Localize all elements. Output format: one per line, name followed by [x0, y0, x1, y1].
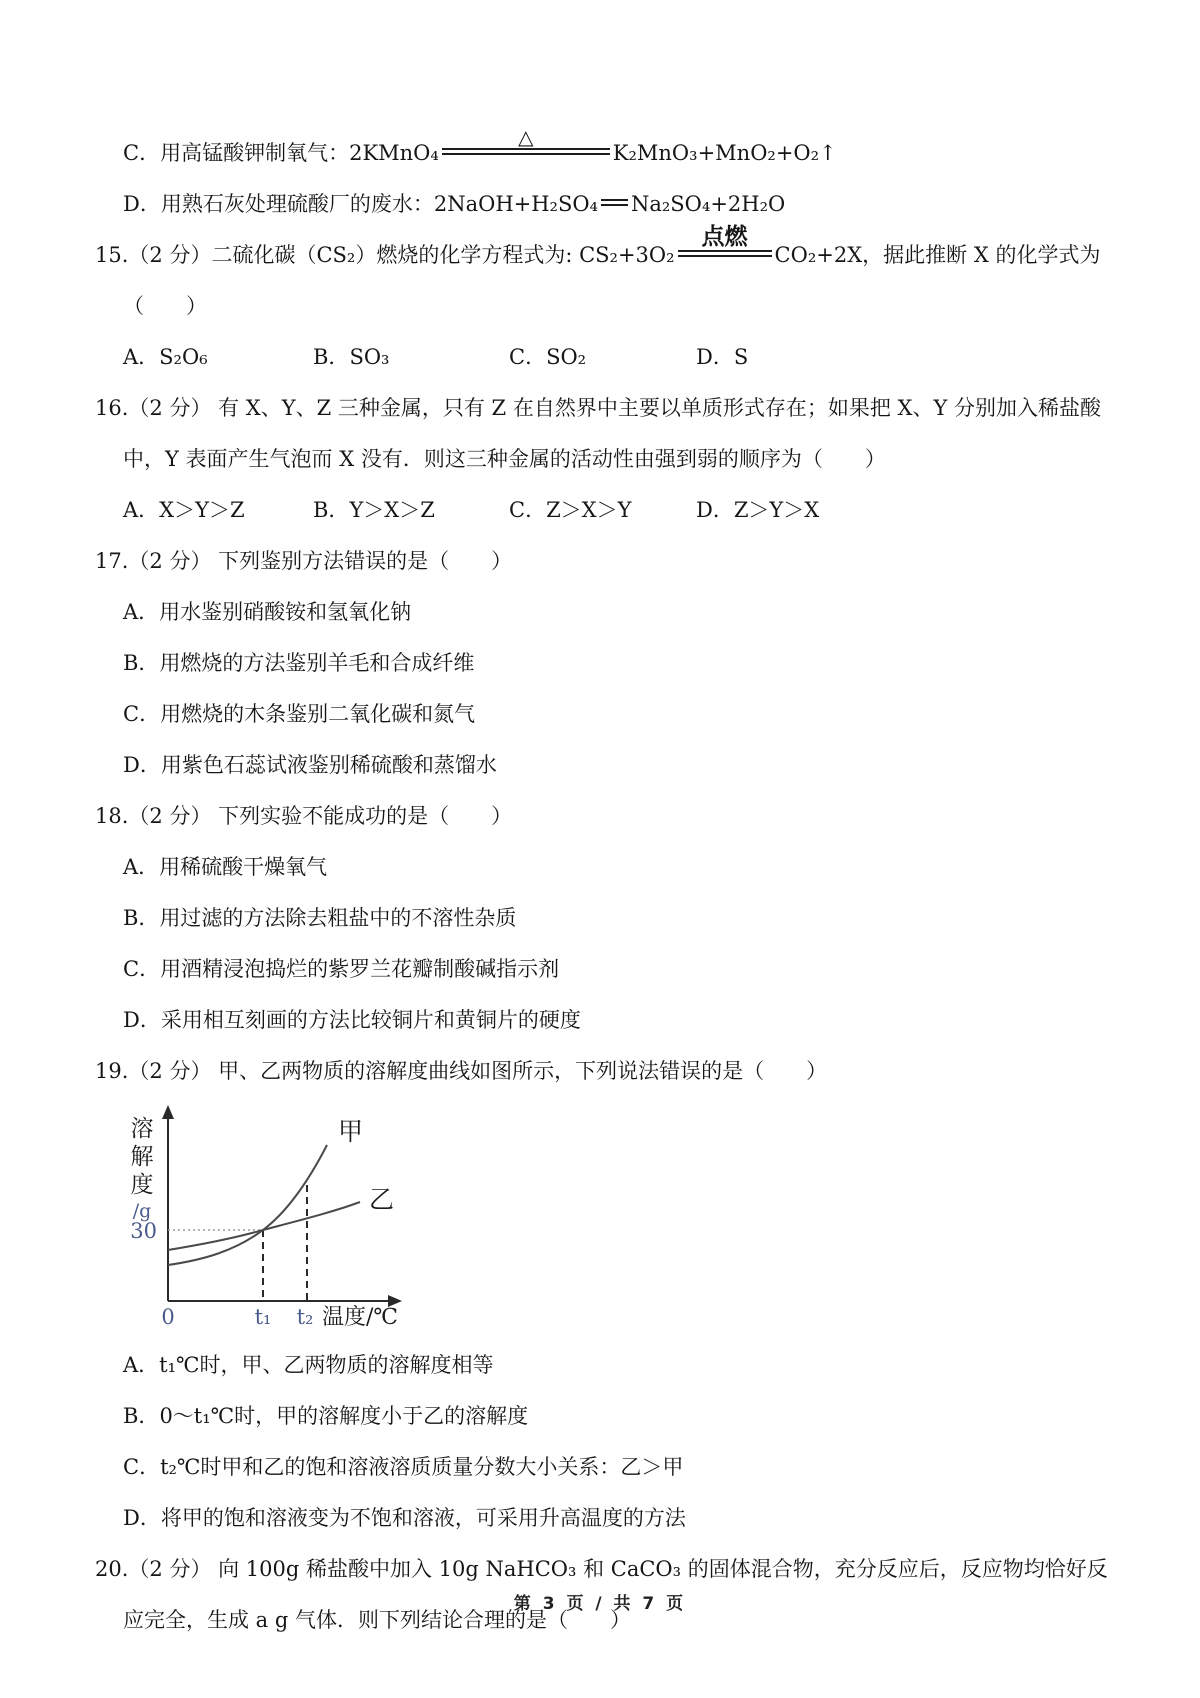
- question-17-option-d: [95, 740, 1108, 791]
- option-label: C．: [509, 345, 547, 369]
- option-text: S: [733, 345, 749, 369]
- question-number: 15.: [95, 243, 129, 267]
- question-19-stem: [95, 1046, 1108, 1097]
- reaction-equals-bar: [601, 199, 628, 206]
- option-label: B．: [313, 498, 350, 522]
- option-text: 0～t₁℃时，甲的溶解度小于乙的溶解度: [159, 1404, 529, 1428]
- stem-text: 下列实验不能成功的是（ ）: [211, 804, 513, 828]
- option-c: [509, 485, 696, 536]
- question-16-stem: [95, 383, 1108, 485]
- reaction-equals-bar: [442, 125, 610, 155]
- stem-text: 二硫化碳（CS₂）燃烧的化学方程式为: CS₂+3O₂: [211, 243, 675, 267]
- option-text: 将甲的饱和溶液变为不饱和溶液，可采用升高温度的方法: [160, 1506, 686, 1530]
- question-18-stem: [95, 791, 1108, 842]
- y-axis-unit-label: /g: [132, 1200, 152, 1222]
- question-19-option-c: [95, 1442, 1108, 1493]
- y-axis-label-char: 溶: [130, 1116, 154, 1142]
- option-label: B．: [123, 906, 160, 930]
- question-points: （2 分）: [128, 243, 212, 267]
- option-label: B．: [313, 345, 350, 369]
- option-text: 用水鉴别硝酸铵和氢氧化钠: [159, 600, 412, 624]
- series-label-yi: 乙: [369, 1185, 395, 1214]
- option-label: B．: [123, 651, 160, 675]
- reaction-condition-delta: △: [518, 125, 534, 149]
- reaction-equals-bar: [678, 224, 772, 257]
- question-points: （2 分）: [128, 1557, 212, 1581]
- option-text: 采用相互刻画的方法比较铜片和黄铜片的硬度: [160, 1008, 581, 1032]
- question-number: 20.: [95, 1557, 129, 1581]
- question-18-option-d: [95, 995, 1108, 1046]
- x-tick-0: 0: [161, 1305, 175, 1329]
- option-text: 用稀硫酸干燥氧气: [159, 855, 328, 879]
- question-19-option-d: [95, 1493, 1108, 1544]
- question-number: 16.: [95, 396, 129, 420]
- option-text: X＞Y＞Z: [159, 498, 245, 522]
- option-label: C．: [123, 141, 161, 165]
- question-19-option-b: [95, 1391, 1108, 1442]
- option-label: D．: [696, 345, 734, 369]
- question-19-option-a: [95, 1340, 1108, 1391]
- stem-text: 有 X、Y、Z 三种金属，只有 Z 在自然界中主要以单质形式存在；如果把 X、Y 分别加入稀盐酸中，Y 表面产生气泡而 X 没有．则这三种金属的活动性由强到弱的顺序为（ ）: [123, 396, 1101, 471]
- option-text: t₂℃时甲和乙的饱和溶液溶质质量分数大小关系：乙＞甲: [160, 1455, 684, 1479]
- page-footer: 第 3 页 / 共 7 页: [513, 1594, 687, 1614]
- question-17-option-b: [95, 638, 1108, 689]
- option-text: Y＞X＞Z: [349, 498, 435, 522]
- option-text: 用酒精浸泡捣烂的紫罗兰花瓣制酸碱指示剂: [160, 957, 560, 981]
- option-label: A．: [123, 1353, 160, 1377]
- question-17-option-c: [95, 689, 1108, 740]
- question-15-stem: [95, 224, 1108, 332]
- option-label: A．: [123, 600, 160, 624]
- question-number: 18.: [95, 804, 129, 828]
- reaction-condition-ignite: 点燃: [701, 224, 748, 250]
- question-points: （2 分）: [128, 549, 212, 573]
- option-label: D．: [123, 192, 161, 216]
- option-text: Z＞Y＞X: [733, 498, 820, 522]
- stem-text: CO₂+2X，据此推断 X 的化学式为（ ）: [123, 243, 1101, 318]
- stem-text: 下列鉴别方法错误的是（ ）: [211, 549, 513, 573]
- y-axis-arrow-icon: [162, 1105, 174, 1119]
- option-a: [123, 485, 313, 536]
- option-label: A．: [123, 498, 160, 522]
- question-15-options: [95, 332, 1108, 383]
- stem-text: 甲、乙两物质的溶解度曲线如图所示，下列说法错误的是（ ）: [211, 1059, 828, 1083]
- question-17-option-a: [95, 587, 1108, 638]
- option-label: C．: [123, 1455, 161, 1479]
- option-text: SO₃: [349, 345, 390, 369]
- question-16-options: [95, 485, 1108, 536]
- curve-jia: [168, 1145, 327, 1265]
- question-number: 17.: [95, 549, 129, 573]
- chem-formula-right: K₂MnO₃+MnO₂+O₂↑: [612, 141, 837, 165]
- option-label: A．: [123, 855, 160, 879]
- question-18-option-a: [95, 842, 1108, 893]
- option-text: 用过滤的方法除去粗盐中的不溶性杂质: [159, 906, 517, 930]
- option-label: D．: [123, 753, 161, 777]
- question-17-stem: [95, 536, 1108, 587]
- x-axis-label: 温度/℃: [322, 1305, 399, 1329]
- chem-formula-right: Na₂SO₄+2H₂O: [630, 192, 786, 216]
- q14-option-d: [95, 179, 1108, 230]
- solubility-chart: [111, 1101, 423, 1329]
- option-d: [696, 332, 1108, 383]
- option-label: C．: [509, 498, 547, 522]
- option-a: [123, 332, 313, 383]
- stem-text: 向 100g 稀盐酸中加入 10g NaHCO₃ 和 CaCO₃ 的固体混合物，充分反应后，反应物均恰好反应完全，生成 a g 气体．则下列结论合理的是（ ）: [123, 1557, 1108, 1632]
- option-text: t₁℃时，甲、乙两物质的溶解度相等: [159, 1353, 494, 1377]
- y-axis-label-char: 解: [130, 1144, 154, 1170]
- option-text: 用燃烧的方法鉴别羊毛和合成纤维: [159, 651, 475, 675]
- option-text: 用燃烧的木条鉴别二氧化碳和氮气: [160, 702, 476, 726]
- x-tick-t2: t₂: [296, 1305, 314, 1329]
- question-18-option-c: [95, 944, 1108, 995]
- option-b: [313, 332, 509, 383]
- option-label: A．: [123, 345, 160, 369]
- chem-formula-left: 2KMnO₄: [349, 141, 439, 165]
- option-text: 用紫色石蕊试液鉴别稀硫酸和蒸馏水: [160, 753, 497, 777]
- option-label: D．: [696, 498, 734, 522]
- option-text: Z＞X＞Y: [546, 498, 632, 522]
- option-label: C．: [123, 957, 161, 981]
- q14-option-c: [95, 125, 1108, 179]
- option-text: 用熟石灰处理硫酸厂的废水：: [160, 192, 434, 216]
- option-text: 用高锰酸钾制氧气：: [160, 141, 350, 165]
- chem-formula-left: 2NaOH+H₂SO₄: [433, 192, 598, 216]
- option-c: [509, 332, 696, 383]
- y-tick-30: 30: [130, 1219, 157, 1243]
- question-points: （2 分）: [128, 804, 212, 828]
- question-points: （2 分）: [128, 1059, 212, 1083]
- option-d: [696, 485, 1108, 536]
- option-text: SO₂: [546, 345, 587, 369]
- option-label: C．: [123, 702, 161, 726]
- question-number: 19.: [95, 1059, 129, 1083]
- solubility-chart-figure: [111, 1101, 1108, 1334]
- x-tick-t1: t₁: [254, 1305, 272, 1329]
- option-text: S₂O₆: [159, 345, 208, 369]
- question-18-option-b: [95, 893, 1108, 944]
- option-label: B．: [123, 1404, 160, 1428]
- series-label-jia: 甲: [338, 1117, 364, 1146]
- option-label: D．: [123, 1506, 161, 1530]
- option-b: [313, 485, 509, 536]
- option-label: D．: [123, 1008, 161, 1032]
- question-points: （2 分）: [128, 396, 212, 420]
- y-axis-label-char: 度: [130, 1172, 154, 1198]
